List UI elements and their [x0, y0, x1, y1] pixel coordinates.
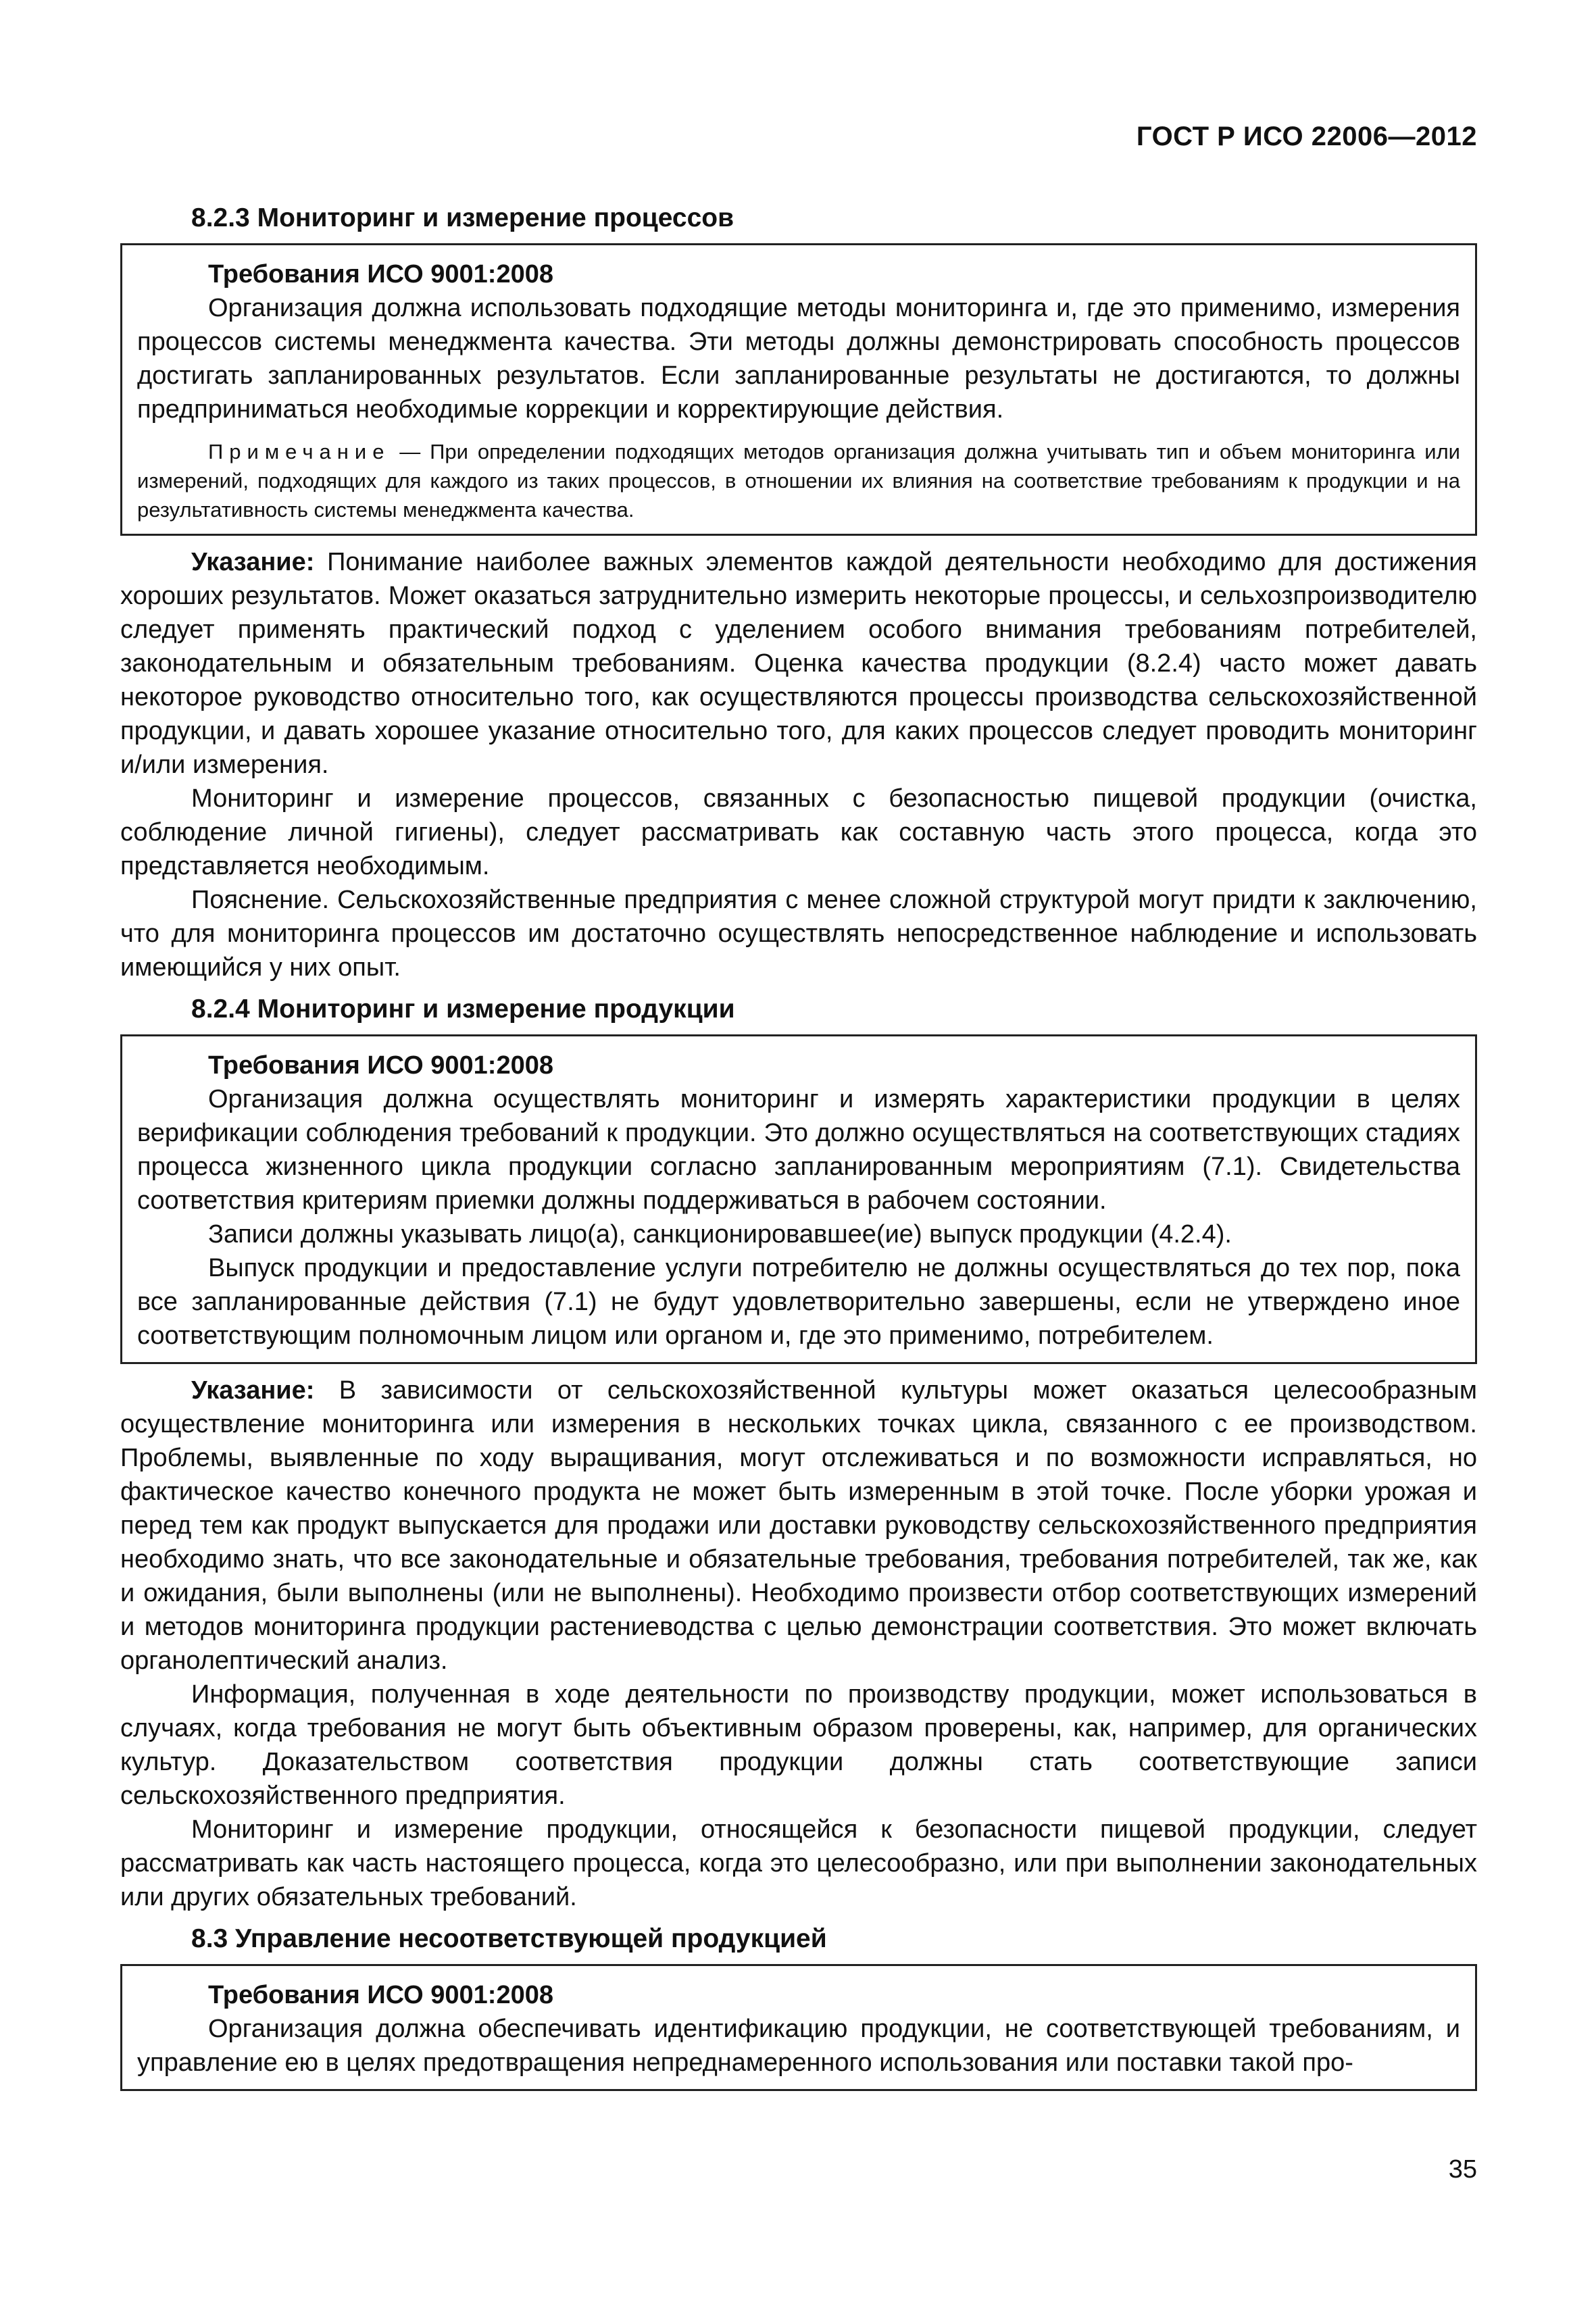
requirements-paragraph: Организация должна использовать подходящие методы мониторинга и, где это применимо, измерения процессов системы менеджмента качества. Эти методы должны демонстрировать способность процессов достигать запланированных результатов. Если запланированные результаты не достигаются, то должны предприниматься необходимые коррекции и корректирующие действия.	[137, 294, 1460, 424]
guidance-text: В зависимости от сельскохозяйственной культуры может оказаться целесообразным осуществление мониторинга или измерения в нескольких точках цикла, связанного с ее производством. Проблемы, выявленные по ходу выращивания, могут отслеживаться и по возможности исправляться, но фактическое качество конечного продукта не может быть измеренным в этой точке. После уборки урожая и перед тем как продукт выпускается для продажи или доставки руководству сельскохозяйственного предприятия необходимо знать, что все законодательные и обязательные требования, требования потребителей, так же, как и ожидания, были выполнены (или не выполнены). Необходимо произвести отбор соответствующих измерений и методов мониторинга продукции растениеводства с целью демонстрации соответствия. Это может включать органолептический анализ.	[120, 1376, 1477, 1675]
document-header: ГОСТ Р ИСО 22006—2012	[1136, 122, 1477, 151]
requirements-box-8-2-3	[120, 243, 1477, 536]
requirements-paragraph: Организация должна осуществлять мониторинг и измерять характеристики продукции в целях верификации соблюдения требований к продукции. Это должно осуществляться на соответствующих стадиях процесса жизненного цикла продукции согласно запланированным мероприятиям (7.1). Свидетельства соответствия критериям приемки должны поддерживаться в рабочем состоянии.	[137, 1085, 1460, 1215]
requirements-paragraph: Записи должны указывать лицо(а), санкционировавшее(ие) выпуск продукции (4.2.4).	[208, 1220, 1232, 1249]
page-number: 35	[1448, 2155, 1477, 2184]
requirements-title: Требования ИСО 9001:2008	[208, 260, 553, 288]
page-content	[120, 201, 1477, 2101]
requirements-paragraph: Организация должна обеспечивать идентификацию продукции, не соответствующей требованиям, и управление ею в целях предотвращения непреднамеренного использования или поставки такой про-	[137, 2015, 1460, 2077]
guidance-paragraph	[120, 1374, 1477, 1678]
note-text: — При определении подходящих методов организация должна учитывать тип и объем мониторинга или измерений, подходящих для каждого из таких процессов, в отношении их влияния на соответствие требованиям к продукции и на результативность системы менеджмента качества.	[137, 440, 1460, 522]
requirements-title: Требования ИСО 9001:2008	[208, 1981, 553, 2009]
requirements-paragraph: Выпуск продукции и предоставление услуги потребителю не должны осуществляться до тех пор, пока все запланированные действия (7.1) не будут удовлетворительно завершены, если не утверждено иное соответствующим полномочным лицом или органом и, где это применимо, потребителем.	[137, 1254, 1460, 1350]
guidance-text: Понимание наиболее важных элементов каждой деятельности необходимо для достижения хороших результатов. Может оказаться затруднительно измерить некоторые процессы, и сельхозпроизводителю следует применять практический подход с уделением особого внимания требованиям потребителей, законодательным и обязательным требованиям. Оценка качества продукции (8.2.4) часто может давать некоторое руководство относительно того, как осуществляются процессы производства сельскохозяйственной продукции, и давать хорошее указание относительно того, для каких процессов следует проводить мониторинг и/или измерения.	[120, 548, 1477, 779]
body-paragraph: Мониторинг и измерение продукции, относящейся к безопасности пищевой продукции, следует рассматривать как часть настоящего процесса, когда это целесообразно, или при выполнении законодательных или других обязательных требований.	[120, 1815, 1477, 1911]
section-heading-8-3: 8.3 Управление несоответствующей продукцией	[191, 1924, 827, 1953]
requirements-title: Требования ИСО 9001:2008	[208, 1051, 553, 1080]
guidance-label: Указание:	[191, 548, 315, 576]
note-label: Примечание	[208, 440, 391, 463]
body-paragraph: Информация, полученная в ходе деятельности по производству продукции, может использоваться в случаях, когда требования не могут быть объективным образом проверены, как, например, для органических культур. Доказательством соответствия продукции должны стать соответствующие записи сельскохозяйственного предприятия.	[120, 1680, 1477, 1810]
body-paragraph: Пояснение. Сельскохозяйственные предприятия с менее сложной структурой могут придти к заключению, что для мониторинга процессов им достаточно осуществлять непосредственное наблюдение и использовать имеющийся у них опыт.	[120, 886, 1477, 982]
guidance-label: Указание:	[191, 1376, 315, 1405]
requirements-box-8-3	[120, 1964, 1477, 2091]
body-paragraph: Мониторинг и измерение процессов, связанных с безопасностью пищевой продукции (очистка, соблюдение личной гигиены), следует рассматривать как составную часть этого процесса, когда это представляется необходимым.	[120, 784, 1477, 880]
guidance-paragraph	[120, 545, 1477, 782]
note-paragraph	[137, 437, 1460, 524]
section-heading-8-2-4: 8.2.4 Мониторинг и измерение продукции	[191, 995, 735, 1024]
section-heading-8-2-3: 8.2.3 Мониторинг и измерение процессов	[191, 203, 734, 232]
requirements-box-8-2-4	[120, 1034, 1477, 1364]
